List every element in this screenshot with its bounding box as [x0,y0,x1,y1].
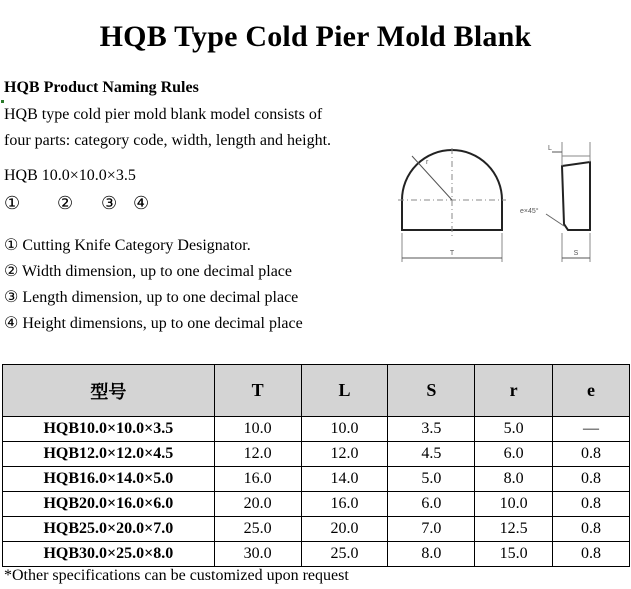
cell-S: 7.0 [388,517,475,542]
page-title: HQB Type Cold Pier Mold Blank [99,20,532,53]
part-description-3: ③ Length dimension, up to one decimal place [4,289,299,306]
part-marker-3: ③ [101,193,118,213]
header-T: T [214,365,301,417]
header-S: S [388,365,475,417]
dimension-label-chamfer: e×45° [520,208,539,215]
cell-T: 30.0 [214,542,301,567]
cell-T: 12.0 [214,442,301,467]
cell-T: 25.0 [214,517,301,542]
description-line-2: four parts: category code, width, length and height. [4,132,332,149]
cell-L: 14.0 [301,467,388,492]
cell-e: — [553,417,630,442]
naming-rules-heading: HQB Product Naming Rules [4,79,199,96]
cell-e: 0.8 [553,442,630,467]
cell-model: HQB20.0×16.0×6.0 [3,492,215,517]
cell-e: 0.8 [553,517,630,542]
header-model: 型号 [3,365,215,417]
table-row [3,517,630,542]
cell-L: 20.0 [301,517,388,542]
part-marker-2: ② [57,193,74,213]
cell-r: 8.0 [475,467,553,492]
cell-r: 5.0 [475,417,553,442]
cell-model: HQB16.0×14.0×5.0 [3,467,215,492]
cell-e: 0.8 [553,467,630,492]
cell-r: 10.0 [475,492,553,517]
header-e: e [553,365,630,417]
table-row [3,492,630,517]
header-r: r [475,365,553,417]
cell-T: 10.0 [214,417,301,442]
description-line-1: HQB type cold pier mold blank model consists of [4,106,323,123]
naming-description [4,102,384,154]
cell-L: 25.0 [301,542,388,567]
cell-L: 10.0 [301,417,388,442]
cell-model: HQB25.0×20.0×7.0 [3,517,215,542]
part-description-2: ② Width dimension, up to one decimal place [4,263,293,280]
cell-model: HQB10.0×10.0×3.5 [3,417,215,442]
table-row [3,442,630,467]
cell-T: 16.0 [214,467,301,492]
table-header-row [3,365,630,417]
header-L: L [301,365,388,417]
naming-parts-list [4,233,303,337]
dimension-label-r: r [426,159,429,166]
side-view-outline [562,162,590,230]
cell-S: 3.5 [388,417,475,442]
example-model: HQB 10.0×10.0×3.5 [4,167,136,184]
cell-model: HQB30.0×25.0×8.0 [3,542,215,567]
part-description-4: ④ Height dimensions, up to one decimal place [4,315,303,332]
cell-S: 6.0 [388,492,475,517]
part-marker-1: ① [4,193,21,213]
part-description-1: ① Cutting Knife Category Designator. [4,237,251,254]
cell-S: 5.0 [388,467,475,492]
cell-L: 16.0 [301,492,388,517]
cell-r: 15.0 [475,542,553,567]
cell-e: 0.8 [553,492,630,517]
cell-model: HQB12.0×12.0×4.5 [3,442,215,467]
dimension-label-S: S [573,250,579,257]
cell-r: 12.5 [475,517,553,542]
technical-drawing [396,138,616,268]
table-row [3,467,630,492]
dimension-label-L: L [548,145,552,152]
part-marker-4: ④ [133,193,150,213]
cell-e: 0.8 [553,542,630,567]
dimension-label-T: T [449,250,455,257]
cell-r: 6.0 [475,442,553,467]
footnote: *Other specifications can be customized upon request [4,567,349,584]
table-row [3,542,630,567]
cell-L: 12.0 [301,442,388,467]
cell-S: 4.5 [388,442,475,467]
cell-T: 20.0 [214,492,301,517]
specifications-table [2,364,630,567]
table-row [3,417,630,442]
cell-S: 8.0 [388,542,475,567]
